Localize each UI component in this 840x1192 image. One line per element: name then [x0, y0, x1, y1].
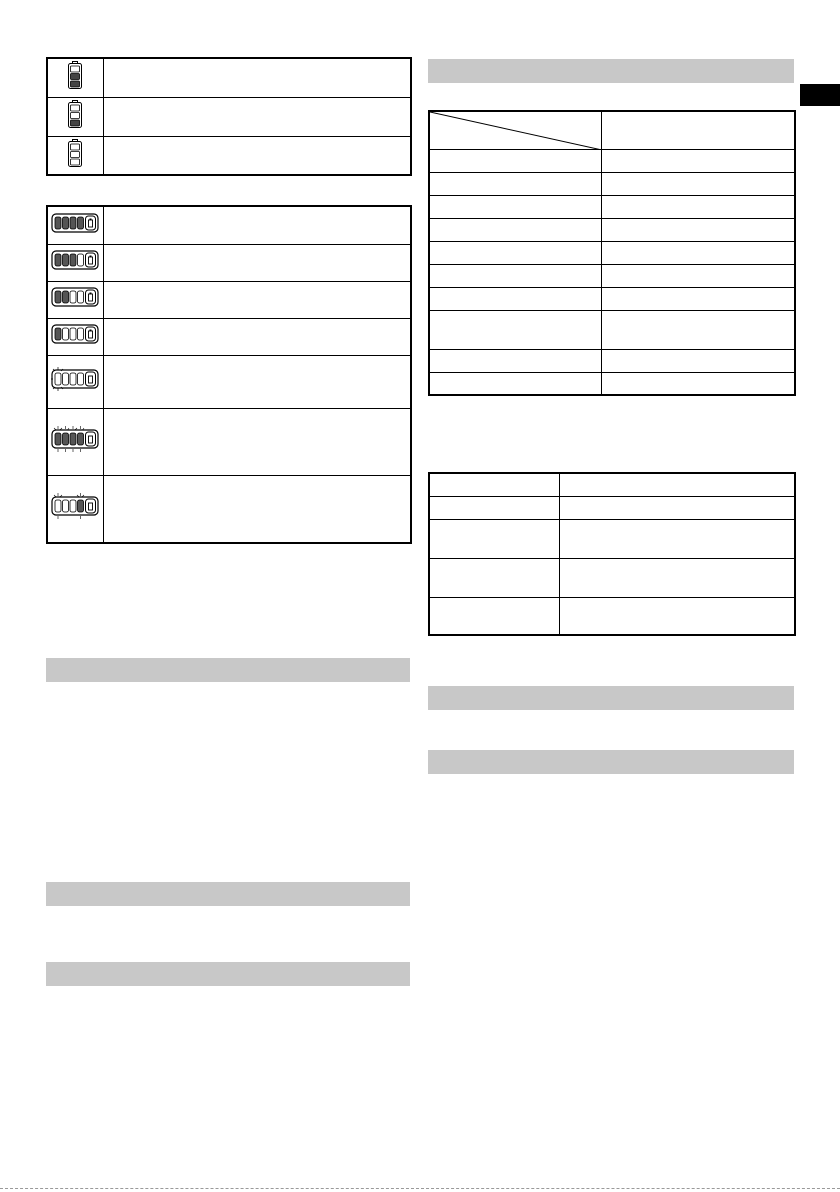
indicator-all-blinking-text [103, 408, 411, 475]
spec-label [429, 372, 601, 395]
table-label [429, 473, 559, 496]
spec-value [601, 149, 795, 172]
table-value [559, 558, 795, 597]
spec-label [429, 310, 601, 349]
indicator-lamp-table [46, 205, 412, 544]
indicator-3-bars-text [103, 244, 411, 281]
spec-label [429, 195, 601, 218]
table-label [429, 558, 559, 597]
battery-level-table [46, 57, 412, 176]
indicator-2-bars-text [103, 281, 411, 318]
battery-1-of-3-cell [47, 97, 103, 136]
battery-2-of-3-cell [47, 58, 103, 97]
spec-value [601, 349, 795, 372]
indicator-all-blinking-icon [50, 425, 100, 453]
spec-label [429, 264, 601, 287]
spec-value [601, 264, 795, 287]
left-section-heading-2 [46, 882, 410, 906]
table-value [559, 496, 795, 519]
spec-label [429, 149, 601, 172]
indicator-3-bars-icon [51, 250, 99, 270]
diagonal-divider [430, 112, 601, 149]
spec-value [601, 241, 795, 264]
second-table [428, 472, 796, 636]
battery-vertical-2-of-3-icon [68, 61, 82, 89]
spec-label [429, 241, 601, 264]
battery-1-of-3-text [103, 97, 411, 136]
spec-value [601, 372, 795, 395]
indicator-1-bar-text [103, 318, 411, 355]
spec-value [601, 172, 795, 195]
spec-label [429, 218, 601, 241]
battery-empty-cell [47, 136, 103, 175]
indicator-4-bars-icon [51, 213, 99, 233]
spec-label [429, 172, 601, 195]
indicator-2-bars-icon [51, 287, 99, 307]
indicator-all-blinking-cell [47, 408, 103, 475]
table-value [559, 519, 795, 558]
spec-table-corner-cell [429, 111, 601, 149]
indicator-alternate-blinking-icon [50, 492, 100, 520]
battery-2-of-3-text [103, 58, 411, 97]
indicator-first-blinking-text [103, 355, 411, 408]
indicator-4-bars-text [103, 206, 411, 244]
table-value [559, 473, 795, 496]
indicator-1-bar-icon [51, 324, 99, 344]
spec-label [429, 287, 601, 310]
spec-value [601, 310, 795, 349]
battery-vertical-1-of-3-icon [68, 100, 82, 128]
table-value [559, 597, 795, 635]
left-section-heading-3 [46, 962, 410, 986]
spec-value [601, 195, 795, 218]
spec-label [429, 349, 601, 372]
indicator-first-blinking-cell [47, 355, 103, 408]
indicator-4-bars-cell [47, 206, 103, 244]
indicator-1-bar-cell [47, 318, 103, 355]
indicator-2-bars-cell [47, 281, 103, 318]
spec-value [601, 218, 795, 241]
table-label [429, 519, 559, 558]
language-side-tab [800, 84, 840, 106]
spec-value [601, 287, 795, 310]
right-section-heading-2 [428, 686, 794, 710]
indicator-3-bars-cell [47, 244, 103, 281]
indicator-alternate-blinking-cell [47, 475, 103, 543]
battery-empty-text [103, 136, 411, 175]
indicator-first-blinking-icon [50, 366, 100, 392]
right-section-heading-3 [428, 750, 794, 774]
left-section-heading-1 [46, 658, 410, 682]
spec-table-header [601, 111, 795, 149]
right-section-heading-1 [428, 59, 794, 83]
page-bottom-edge [0, 1188, 840, 1189]
indicator-alternate-blinking-text [103, 475, 411, 543]
specifications-table [428, 110, 796, 396]
battery-vertical-empty-icon [68, 139, 82, 167]
table-label [429, 597, 559, 635]
table-label [429, 496, 559, 519]
